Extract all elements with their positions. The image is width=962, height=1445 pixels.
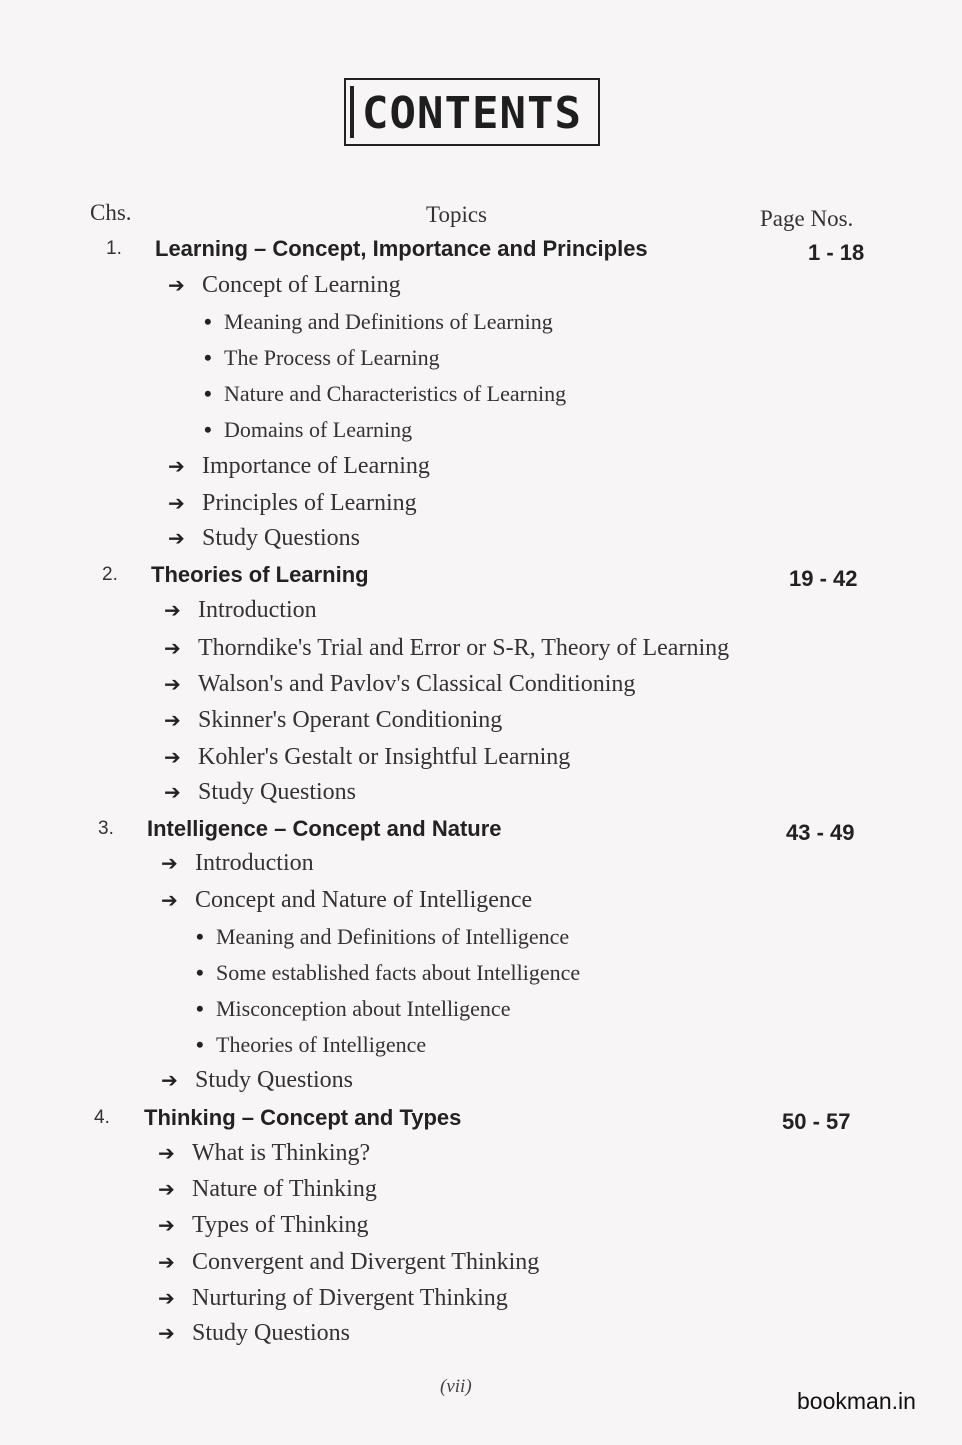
topic-item[interactable] xyxy=(164,744,570,771)
subtopic-item[interactable] xyxy=(204,345,440,371)
curved-arrow-icon: ➔ xyxy=(158,1213,175,1237)
topic-item[interactable] xyxy=(158,1176,377,1203)
chapter-page-range: 50 - 57 xyxy=(782,1109,851,1134)
topic-item[interactable] xyxy=(164,779,356,806)
chapter-number: 3. xyxy=(98,818,114,839)
curved-arrow-icon: ➔ xyxy=(161,888,178,912)
bullet-icon: • xyxy=(204,345,212,370)
watermark: bookman.in xyxy=(797,1388,916,1414)
item-label: Nature of Thinking xyxy=(192,1176,377,1202)
page-title: CONTENTS xyxy=(362,88,582,139)
item-label: What is Thinking? xyxy=(192,1140,371,1166)
topic-item[interactable] xyxy=(161,1067,353,1094)
item-label: Thorndike's Trial and Error or S-R, Theory of Learning xyxy=(198,635,730,661)
bullet-icon: • xyxy=(196,1032,204,1057)
curved-arrow-icon: ➔ xyxy=(158,1286,175,1310)
bullet-icon: • xyxy=(196,960,204,985)
header-topics: Topics xyxy=(426,202,487,227)
header-page-nos: Page Nos. xyxy=(760,206,854,231)
topic-item[interactable] xyxy=(168,525,360,552)
item-label: Introduction xyxy=(195,850,314,876)
chapter-number: 1. xyxy=(106,238,122,259)
curved-arrow-icon: ➔ xyxy=(164,745,181,769)
chapter-title[interactable]: Intelligence – Concept and Nature xyxy=(147,816,502,841)
item-label: Nature and Characteristics of Learning xyxy=(224,381,567,406)
subtopic-item[interactable] xyxy=(196,960,580,986)
item-label: Domains of Learning xyxy=(224,417,413,442)
subtopic-item[interactable] xyxy=(196,996,510,1022)
item-label: Introduction xyxy=(198,597,317,623)
chapter-number: 2. xyxy=(102,564,118,585)
item-label: Study Questions xyxy=(202,525,361,551)
item-label: Skinner's Operant Conditioning xyxy=(198,707,503,733)
chapter-number: 4. xyxy=(94,1107,110,1128)
item-label: Some established facts about Intelligence xyxy=(216,960,581,985)
curved-arrow-icon: ➔ xyxy=(158,1250,175,1274)
curved-arrow-icon: ➔ xyxy=(164,636,181,660)
curved-arrow-icon: ➔ xyxy=(161,851,178,875)
chapter-title[interactable]: Thinking – Concept and Types xyxy=(144,1105,462,1130)
curved-arrow-icon: ➔ xyxy=(168,526,185,550)
item-label: Principles of Learning xyxy=(202,490,417,516)
header-chapters: Chs. xyxy=(90,200,132,225)
subtopic-item[interactable] xyxy=(204,381,566,407)
title-box xyxy=(344,78,600,146)
subtopic-item[interactable] xyxy=(204,309,553,335)
topic-item[interactable] xyxy=(164,707,502,734)
item-label: Convergent and Divergent Thinking xyxy=(192,1249,540,1275)
item-label: Misconception about Intelligence xyxy=(216,996,511,1021)
item-label: Study Questions xyxy=(198,779,357,805)
bullet-icon: • xyxy=(204,417,212,442)
page-number: (vii) xyxy=(440,1376,472,1397)
item-label: Study Questions xyxy=(192,1320,351,1346)
item-label: Types of Thinking xyxy=(192,1212,369,1238)
curved-arrow-icon: ➔ xyxy=(164,780,181,804)
topic-item[interactable] xyxy=(164,597,317,624)
chapter-page-range: 1 - 18 xyxy=(808,240,865,265)
item-label: Importance of Learning xyxy=(202,453,430,479)
curved-arrow-icon: ➔ xyxy=(158,1177,175,1201)
curved-arrow-icon: ➔ xyxy=(158,1321,175,1345)
curved-arrow-icon: ➔ xyxy=(164,708,181,732)
curved-arrow-icon: ➔ xyxy=(168,454,185,478)
item-label: Concept of Learning xyxy=(202,272,401,298)
topic-item[interactable] xyxy=(161,850,314,877)
subtopic-item[interactable] xyxy=(196,1032,426,1058)
chapter-page-range: 43 - 49 xyxy=(786,820,855,845)
item-label: Meaning and Definitions of Learning xyxy=(224,309,553,334)
item-label: Study Questions xyxy=(195,1067,354,1093)
curved-arrow-icon: ➔ xyxy=(164,598,181,622)
item-label: The Process of Learning xyxy=(224,345,440,370)
bullet-icon: • xyxy=(204,309,212,334)
topic-item[interactable] xyxy=(158,1249,539,1276)
item-label: Meaning and Definitions of Intelligence xyxy=(216,924,570,949)
chapter-title[interactable]: Theories of Learning xyxy=(151,562,369,587)
curved-arrow-icon: ➔ xyxy=(168,273,185,297)
item-label: Walson's and Pavlov's Classical Conditioning xyxy=(198,671,636,697)
topic-item[interactable] xyxy=(168,453,430,480)
topic-item[interactable] xyxy=(158,1320,350,1347)
topic-item[interactable] xyxy=(158,1212,369,1239)
item-label: Kohler's Gestalt or Insightful Learning xyxy=(198,744,571,770)
bullet-icon: • xyxy=(196,924,204,949)
curved-arrow-icon: ➔ xyxy=(164,672,181,696)
curved-arrow-icon: ➔ xyxy=(168,491,185,515)
bullet-icon: • xyxy=(196,996,204,1021)
subtopic-item[interactable] xyxy=(204,417,412,443)
chapter-title[interactable]: Learning – Concept, Importance and Principles xyxy=(155,236,648,261)
item-label: Theories of Intelligence xyxy=(216,1032,427,1057)
topic-item[interactable] xyxy=(158,1285,508,1312)
topic-item[interactable] xyxy=(164,671,635,698)
topic-item[interactable] xyxy=(164,635,729,662)
topic-item[interactable] xyxy=(161,887,532,914)
chapter-page-range: 19 - 42 xyxy=(789,566,858,591)
topic-item[interactable] xyxy=(168,490,417,517)
subtopic-item[interactable] xyxy=(196,924,569,950)
topic-item[interactable] xyxy=(158,1140,370,1167)
curved-arrow-icon: ➔ xyxy=(158,1141,175,1165)
bullet-icon: • xyxy=(204,381,212,406)
curved-arrow-icon: ➔ xyxy=(161,1068,178,1092)
topic-item[interactable] xyxy=(168,272,401,299)
item-label: Nurturing of Divergent Thinking xyxy=(192,1285,508,1311)
item-label: Concept and Nature of Intelligence xyxy=(195,887,533,913)
